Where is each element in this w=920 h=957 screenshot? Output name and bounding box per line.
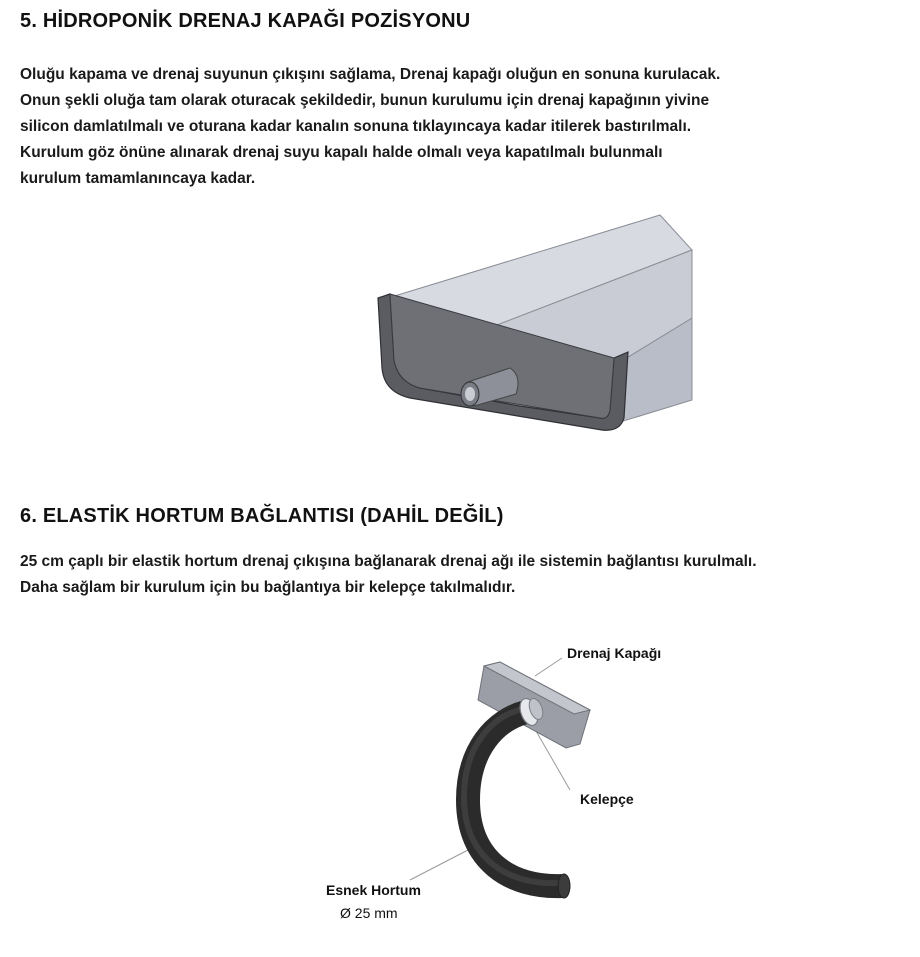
paragraph-line: silicon damlatılmalı ve oturana kadar kanalın sonuna tıklayıncaya kadar itilerek bastırılmalı.: [20, 118, 692, 135]
paragraph-line: Kurulum göz önüne alınarak drenaj suyu kapalı halde olmalı veya kapatılmalı bulunmalı: [20, 144, 663, 161]
label-drain-cap: Drenaj Kapağı: [567, 645, 662, 661]
paragraph-line: Daha sağlam bir kurulum için bu bağlantıya bir kelepçe takılmalıdır.: [20, 579, 516, 596]
label-clamp: Kelepçe: [580, 791, 634, 807]
paragraph-line: 25 cm çaplı bir elastik hortum drenaj çıkışına bağlanarak drenaj ağı ile sistemin bağlantısı kurulmalı.: [20, 553, 757, 570]
section-5-heading: 5. HİDROPONİK DRENAJ KAPAĞI POZİSYONU: [20, 10, 471, 32]
drain-cap-figure: [370, 210, 700, 435]
section-5-paragraph: [20, 62, 910, 192]
section-6-paragraph: [20, 549, 910, 601]
paragraph-line: Onun şekli oluğa tam olarak oturacak şekildedir, bunun kurulumu için drenaj kapağının yivine: [20, 92, 710, 109]
label-hose-diameter: Ø 25 mm: [340, 905, 398, 921]
label-flexible-hose: Esnek Hortum: [326, 882, 421, 898]
leader-line-hose: [410, 850, 468, 880]
hose-end: [558, 874, 570, 898]
section-6-heading: 6. ELASTİK HORTUM BAĞLANTISI (DAHİL DEĞİL): [20, 505, 504, 527]
paragraph-line: Oluğu kapama ve drenaj suyunun çıkışını sağlama, Drenaj kapağı oluğun en sonuna kurulacak.: [20, 66, 721, 83]
leader-line-cap: [535, 658, 562, 676]
paragraph-line: kurulum tamamlanıncaya kadar.: [20, 170, 256, 187]
